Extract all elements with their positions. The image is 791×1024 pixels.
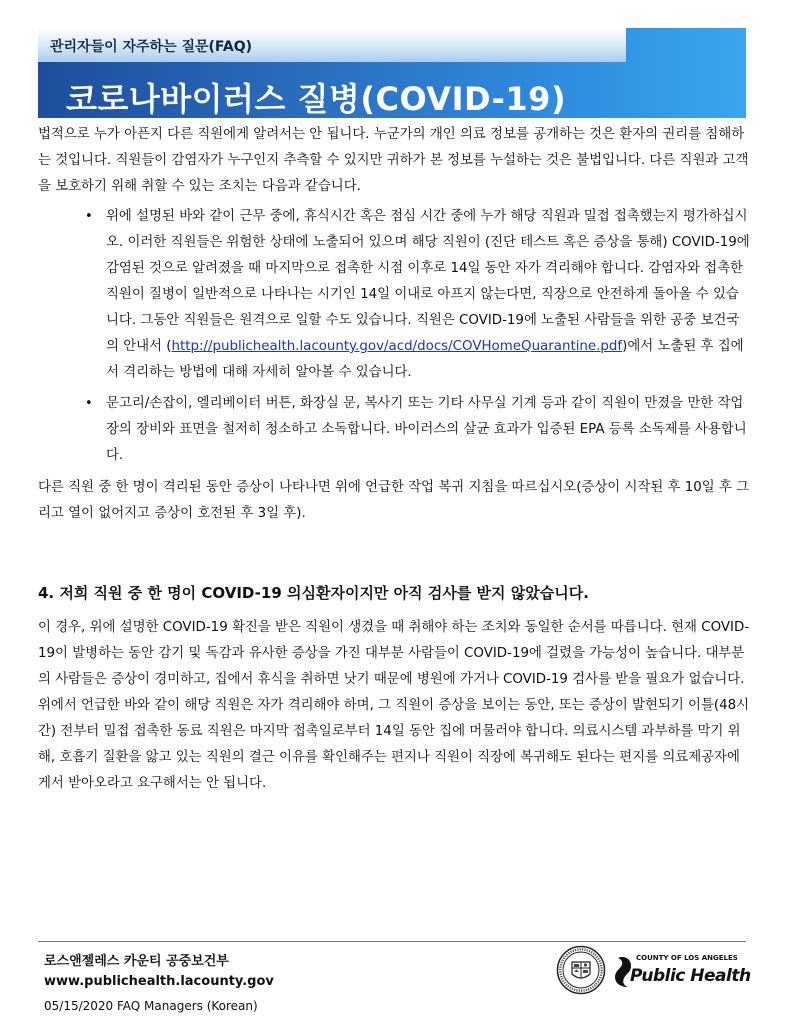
bullet-text-1-end: )에서 노출된 후 집에서 격리하는 방법에 대해 자세히 알아볼 수 있습니다.: [106, 339, 744, 380]
header-subtitle: 관리자들이 자주하는 질문(FAQ): [50, 39, 253, 55]
footer-divider: [38, 941, 746, 942]
footer-website: www.publichealth.lacounty.gov: [44, 974, 274, 989]
bullet-text-2: 문고리/손잡이, 엘리베이터 버튼, 화장실 문, 복사기 또는 기타 사무실 기계 등과 같이 직원이 만졌을 만한 작업장의 장비와 표면을 철저히 청소하고 소독합니다. 바이러스의 살균 효과가 입증된 EPA 등록 소독제를 사용합니다.: [106, 396, 747, 463]
document-body: [38, 122, 750, 797]
public-health-logo: [612, 952, 751, 992]
list-item: [106, 204, 750, 386]
logo-county-text: COUNTY OF LOS ANGELES: [636, 954, 738, 962]
intro-paragraph: 법적으로 누가 아픈지 다른 직원에게 알려서는 안 됩니다. 누군가의 개인 의료 정보를 공개하는 것은 환자의 권리를 침해하는 것입니다. 직원들이 감염자가 누구인지 추측할 수 있지만 귀하가 본 정보를 누설하는 것은 불법입니다. 다른 직원과 고객을 보호하기 위해 취할 수 있는 조치는 다음과 같습니다.: [38, 127, 749, 194]
logo-name-text: Public Health: [630, 966, 751, 986]
footer-organization: 로스앤젤레스 카운티 공중보건부: [44, 954, 229, 969]
return-guidance-paragraph: 다른 직원 중 한 명이 격리된 동안 증상이 나타나면 위에 언급한 작업 복귀 지침을 따르십시오(증상이 시작된 후 10일 후 그리고 열이 없어지고 증상이 호전된 후 3일 후).: [38, 480, 750, 521]
bullet-text-1: 위에 설명된 바와 같이 근무 중에, 휴식시간 혹은 점심 시간 중에 누가 해당 직원과 밀접 접촉했는지 평가하십시오. 이러한 직원들은 위험한 상태에 노출되어 있으며 해당 직원이 (진단 테스트 혹은 증상을 통해) COVID-19에 감염된 것으로 알려졌을 때 마지막으로 접촉한 시점 이후로 14일 동안 자가 격리해야 합니다. 감염자와 접촉한 직원이 질병이 일반적으로 나타나는 시기인 14일 이내로 아프지 않는다면, 직장으로 안전하게 돌아올 수 있습니다. 그동안 직원들은 원격으로 일할 수도 있습니다. 직원은 COVID-19에 노출된 사람들을 위한 공중 보건국의 안내서 (: [106, 209, 750, 354]
list-item: [106, 391, 750, 469]
measures-list: [38, 204, 750, 469]
footer-date-line: 05/15/2020 FAQ Managers (Korean): [44, 999, 258, 1013]
quarantine-guide-link[interactable]: http://publichealth.lacounty.gov/acd/docs/COVHomeQuarantine.pdf: [171, 339, 623, 354]
public-health-mark-icon: [612, 956, 632, 988]
question-4-answer: 이 경우, 위에 설명한 COVID-19 확진을 받은 직원이 생겼을 때 취해야 하는 조치와 동일한 순서를 따릅니다. 현재 COVID-19이 발병하는 동안 감기 및 독감과 유사한 증상을 가진 대부분 사람들이 COVID-19에 걸렸을 가능성이 높습니다. 대부분의 사람들은 증상이 경미하고, 집에서 휴식을 취하면 낫기 때문에 병원에 가거나 COVID-19 검사를 받을 필요가 없습니다. 위에서 언급한 바와 같이 해당 직원은 자가 격리해야 하며, 그 직원이 증상을 보이는 동안, 또는 증상이 발현되기 이틀(48시간) 전부터 밀접 접촉한 동료 직원은 마지막 접촉일로부터 14일 동안 집에 머물러야 합니다. 의료시스템 과부하를 막기 위해, 호흡기 질환을 앓고 있는 직원의 결근 이유를 확인해주는 편지나 직원이 직장에 복귀해도 된다는 편지를 의료제공자에게서 받아오라고 요구해서는 안 됩니다.: [38, 620, 750, 791]
county-seal-icon: [556, 945, 606, 995]
question-4-heading: 4. 저희 직원 중 한 명이 COVID-19 의심환자이지만 아직 검사를 받지 않았습니다.: [38, 584, 589, 602]
page-title: 코로나바이러스 질병(COVID-19): [66, 80, 567, 118]
